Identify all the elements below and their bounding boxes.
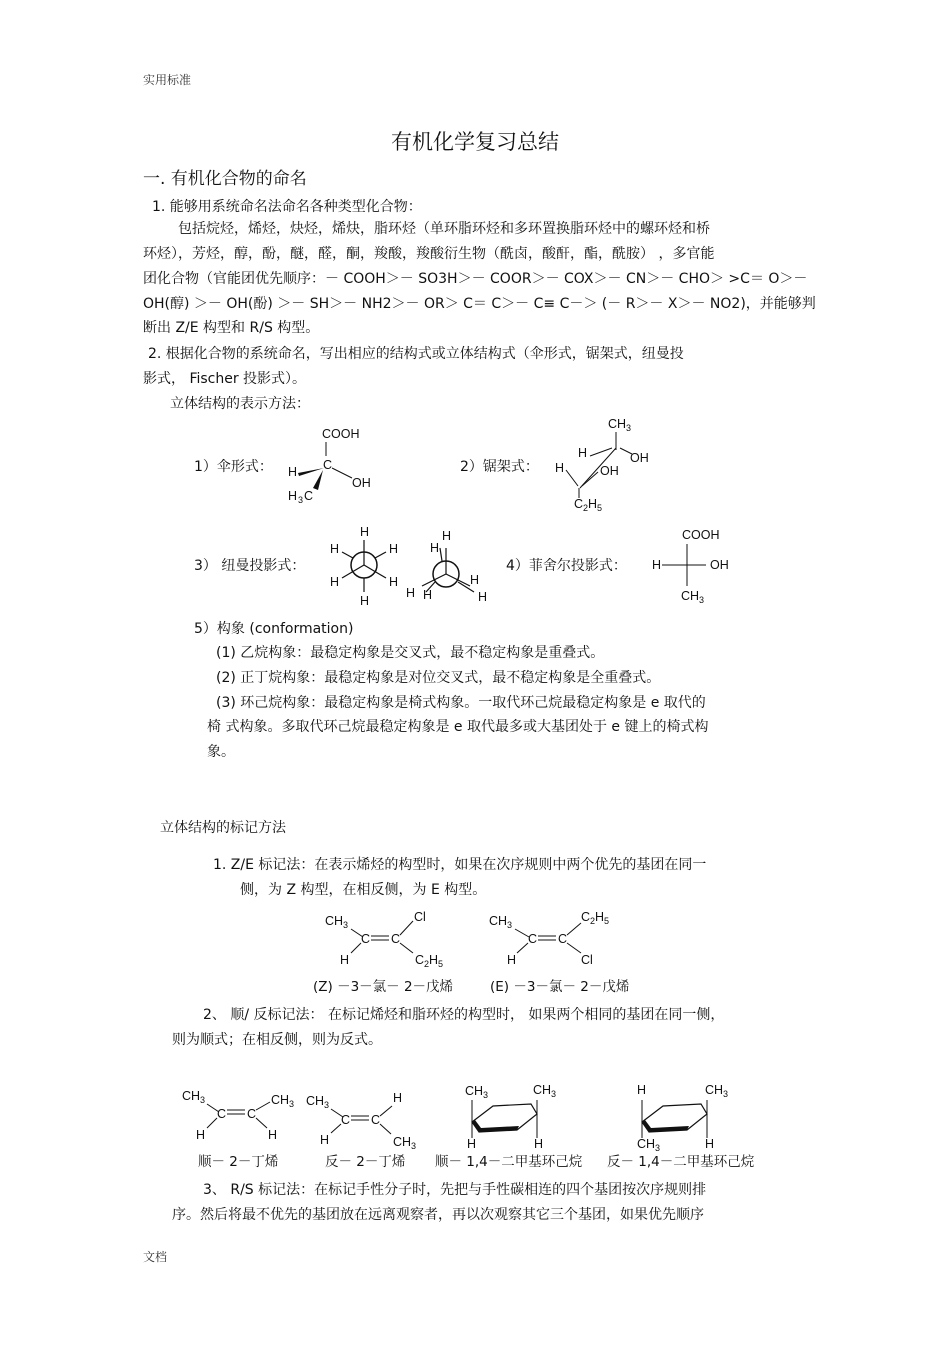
- h-label: H: [430, 541, 440, 555]
- h-label: H: [467, 1137, 477, 1151]
- structure-caption: 顺－ 2－丁烯: [198, 1154, 279, 1170]
- subscript-label: 2: [590, 916, 596, 926]
- paragraph-line: 则为顺式；在相反侧，则为反式。: [172, 1032, 382, 1048]
- h-label: H: [555, 461, 565, 475]
- method-label: 1）伞形式：: [194, 459, 273, 475]
- subscript-label: 5: [604, 916, 610, 926]
- h-label: H: [705, 1137, 715, 1151]
- ch-label: CH: [393, 1135, 412, 1149]
- paragraph-line: 椅 式构象。多取代环己烷最稳定构象是 e 取代最多或大基团处于 e 键上的椅式构: [207, 719, 709, 735]
- subscript-label: 3: [483, 1090, 489, 1100]
- newman-projection-diagram: [322, 520, 497, 612]
- carbon-label: C: [341, 1113, 351, 1127]
- oh-label: OH: [710, 558, 729, 572]
- subscript-label: 2: [424, 959, 430, 969]
- h-label: H: [393, 1091, 403, 1105]
- h-label: H: [507, 953, 517, 967]
- ch-label: CH: [271, 1093, 290, 1107]
- cis-trans-diagram: [175, 1076, 775, 1154]
- subscript-label: 3: [289, 1099, 295, 1109]
- paragraph-line: 断出 Z/E 构型和 R/S 构型。: [143, 320, 320, 336]
- carbon-label: C: [528, 932, 538, 946]
- ch-label: CH: [182, 1089, 201, 1103]
- paragraph-line: 象。: [207, 744, 235, 760]
- paragraph-line: OH(醇) ＞－ OH(酚) ＞－ SH＞－ NH2＞－ OR＞ C＝ C＞－ C≡ C－＞ (－ R＞－ X＞－ NO2)，并能够判: [143, 296, 816, 312]
- h-label: H: [652, 558, 662, 572]
- structure-caption: (Z) －3－氯－ 2－戊烯: [313, 979, 454, 995]
- paragraph-line: 立体结构的表示方法：: [170, 396, 310, 412]
- page-footer: 文档: [143, 1250, 168, 1264]
- h-label: H: [578, 446, 588, 460]
- h-label: H: [637, 1083, 647, 1097]
- h-label: H: [360, 594, 370, 608]
- page-header: 实用标准: [143, 73, 192, 87]
- oh-label: OH: [600, 464, 619, 478]
- paragraph-line: 3、 R/S 标记法：在标记手性分子时，先把与手性碳相连的四个基团按次序规则排: [203, 1182, 707, 1198]
- structure-caption: (E) －3－氯－ 2－戊烯: [490, 979, 630, 995]
- paragraph-line: 2. 根据化合物的系统命名，写出相应的结构式或立体结构式（伞形式，锯架式，纽曼投: [148, 346, 684, 362]
- h-label: H: [470, 573, 480, 587]
- h-label: H: [288, 465, 298, 479]
- paragraph-line: 环烃），芳烃，醇，酚，醚，醛，酮，羧酸，羧酸衍生物（酰卤，酸酐，酯，酰胺） ，多官能: [143, 246, 715, 262]
- h-label: H: [330, 542, 340, 556]
- subscript-label: 3: [411, 1141, 417, 1151]
- subscript-label: 3: [507, 920, 513, 930]
- h-label: H: [442, 529, 452, 543]
- paragraph-line: 1. 能够用系统命名法命名各种类型化合物：: [152, 199, 422, 215]
- page-title: 有机化学复习总结: [391, 130, 559, 154]
- h-label: H: [196, 1128, 206, 1142]
- structure-caption: 反－ 1,4－二甲基环己烷: [607, 1154, 755, 1170]
- subscript-label: 3: [343, 920, 349, 930]
- ch-label: CH: [325, 914, 344, 928]
- method-label: 5）构象 (conformation): [194, 621, 354, 637]
- subscript-label: 3: [655, 1143, 661, 1153]
- paragraph-line: 包括烷烃，烯烃，炔烃，烯炔，脂环烃（单环脂环烃和多环置换脂环烃中的螺环烃和桥: [178, 221, 710, 237]
- subscript-label: 3: [551, 1089, 557, 1099]
- carbon-label: C: [415, 953, 425, 967]
- subscript-label: 3: [324, 1100, 330, 1110]
- wedge-formula-diagram: [280, 420, 380, 510]
- sawhorse-formula-diagram: [550, 412, 660, 517]
- carbon-label: C: [391, 932, 401, 946]
- h-label: H: [406, 586, 416, 600]
- subscript-label: 3: [626, 423, 632, 433]
- h-label: H: [389, 542, 399, 556]
- carbon-label: C: [217, 1107, 227, 1121]
- ch-label: CH: [533, 1083, 552, 1097]
- carbon-label: C: [361, 932, 371, 946]
- ch-label: CH: [306, 1094, 325, 1108]
- cooh-label: COOH: [682, 528, 720, 542]
- subscript-label: 5: [597, 503, 603, 513]
- h-label: H: [320, 1133, 330, 1147]
- ch-label: CH: [681, 589, 700, 603]
- h-label: H: [288, 489, 298, 503]
- ch-label: CH: [637, 1137, 656, 1151]
- method-label: 2）锯架式：: [460, 459, 539, 475]
- fischer-projection-diagram: [640, 522, 745, 607]
- cl-label: Cl: [414, 910, 426, 924]
- h-label: H: [429, 953, 439, 967]
- h-label: H: [360, 525, 370, 539]
- carbon-label: C: [581, 910, 591, 924]
- carbon-label: C: [323, 458, 333, 472]
- carbon-label: C: [574, 497, 584, 511]
- h-label: H: [423, 588, 433, 602]
- oh-label: OH: [352, 476, 371, 490]
- paragraph-line: (1) 乙烷构象：最稳定构象是交叉式，最不稳定构象是重叠式。: [216, 645, 605, 661]
- h-label: H: [268, 1128, 278, 1142]
- paragraph-line: 团化合物（官能团优先顺序：－ COOH＞－ SO3H＞－ COOR＞－ COX＞－ CN＞－ CHO＞ >C＝ O＞－: [143, 271, 808, 287]
- h-label: H: [389, 575, 399, 589]
- subscript-label: 3: [723, 1089, 729, 1099]
- h-label: H: [478, 590, 488, 604]
- h-label: H: [534, 1137, 544, 1151]
- paragraph-line: 侧，为 Z 构型，在相反侧，为 E 构型。: [240, 882, 487, 898]
- subscript-label: 2: [583, 503, 589, 513]
- h-label: H: [595, 910, 605, 924]
- carbon-label: C: [558, 932, 568, 946]
- method-label: 4）菲舍尔投影式：: [506, 558, 627, 574]
- paragraph-line: (2) 正丁烷构象：最稳定构象是对位交叉式，最不稳定构象是全重叠式。: [216, 670, 661, 686]
- subscript-label: 3: [298, 495, 304, 505]
- carbon-label: C: [371, 1113, 381, 1127]
- structure-caption: 顺－ 1,4－二甲基环己烷: [435, 1154, 583, 1170]
- ze-alkene-diagram: [315, 905, 645, 973]
- carbon-label: C: [247, 1107, 257, 1121]
- ch-label: CH: [608, 417, 627, 431]
- h-label: H: [330, 575, 340, 589]
- cooh-label: COOH: [322, 427, 360, 441]
- ch-label: CH: [705, 1083, 724, 1097]
- subscript-label: 5: [438, 959, 444, 969]
- ch-label: CH: [465, 1084, 484, 1098]
- method-label: 3） 纽曼投影式：: [194, 558, 306, 574]
- h-label: H: [340, 953, 350, 967]
- paragraph-line: 2、 顺/ 反标记法： 在标记烯烃和脂环烃的构型时， 如果两个相同的基团在同一侧，: [203, 1007, 725, 1023]
- paragraph-line: 1. Z/E 标记法：在表示烯烃的构型时，如果在次序规则中两个优先的基团在同一: [213, 857, 707, 873]
- subscript-label: 3: [699, 595, 705, 605]
- h-label: H: [588, 497, 598, 511]
- subscript-label: 3: [200, 1095, 206, 1105]
- cl-label: Cl: [581, 953, 593, 967]
- structure-caption: 反－ 2－丁烯: [325, 1154, 406, 1170]
- ch-label: CH: [489, 914, 508, 928]
- paragraph-line: (3) 环己烷构象：最稳定构象是椅式构象。一取代环己烷最稳定构象是 e 取代的: [216, 695, 706, 711]
- section-heading: 一. 有机化合物的命名: [143, 169, 307, 189]
- paragraph-line: 影式， Fischer 投影式）。: [143, 371, 307, 387]
- subsection-heading: 立体结构的标记方法: [160, 820, 286, 836]
- paragraph-line: 序。然后将最不优先的基团放在远离观察者，再以次观察其它三个基团，如果优先顺序: [172, 1207, 704, 1223]
- oh-label: OH: [630, 451, 649, 465]
- carbon-label: C: [304, 489, 314, 503]
